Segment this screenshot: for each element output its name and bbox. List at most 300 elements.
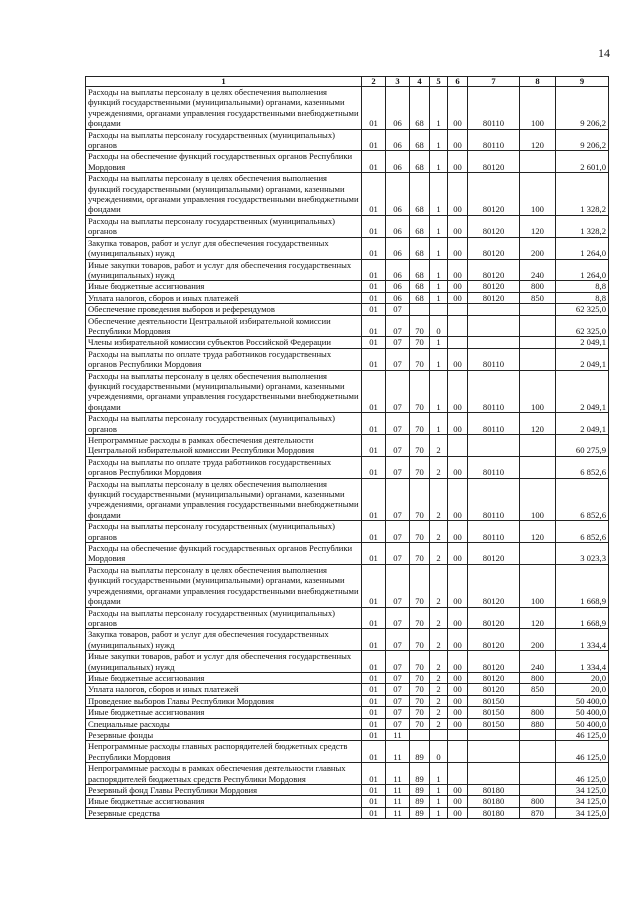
program-code: 70 [410,348,430,370]
row-name: Закупка товаров, работ и услуг для обеспечения государственных (муниципальных) нужд [86,629,362,651]
budget-table [85,76,609,819]
type-code: 120 [520,129,556,151]
header-col-4: 4 [410,77,430,87]
subsection-code: 07 [386,456,410,478]
row-name: Иные бюджетные ассигнования [86,707,362,718]
subprogram-code: 1 [430,807,448,818]
subsection-code: 07 [386,695,410,706]
type-code [520,785,556,796]
section-code: 01 [362,707,386,718]
type-code: 240 [520,259,556,281]
amount: 8,8 [556,292,609,303]
section-code: 01 [362,796,386,807]
header-col-3: 3 [386,77,410,87]
subprogram-code: 1 [430,215,448,237]
row-name: Расходы на выплаты по оплате труда работников государственных органов Республики Мордовия [86,456,362,478]
section-code: 01 [362,651,386,673]
row-name: Расходы на обеспечение функций государственных органов Республики Мордовия [86,151,362,173]
table-row [86,315,609,337]
type-code [520,763,556,785]
direction-code: 00 [448,215,468,237]
amount: 6 852,6 [556,521,609,543]
expense-code [468,304,520,315]
row-name: Уплата налогов, сборов и иных платежей [86,292,362,303]
direction-code: 00 [448,796,468,807]
expense-code: 80110 [468,413,520,435]
amount: 2 049,1 [556,348,609,370]
direction-code: 00 [448,707,468,718]
row-name: Расходы на выплаты персоналу в целях обеспечения выполнения функций государственными (муниципальными) органами, казенными учреждениями, органами управления государственными внебюджетными фондами [86,564,362,607]
expense-code: 80180 [468,785,520,796]
type-code [520,151,556,173]
expense-code [468,729,520,740]
table-row [86,763,609,785]
type-code: 800 [520,796,556,807]
direction-code [448,304,468,315]
amount: 46 125,0 [556,729,609,740]
section-code: 01 [362,456,386,478]
direction-code: 00 [448,478,468,521]
type-code [520,435,556,457]
table-row [86,651,609,673]
table-row [86,129,609,151]
section-code: 01 [362,607,386,629]
subprogram-code: 1 [430,337,448,348]
section-code: 01 [362,129,386,151]
section-code: 01 [362,629,386,651]
amount: 6 852,6 [556,456,609,478]
amount: 50 400,0 [556,707,609,718]
subprogram-code: 2 [430,564,448,607]
type-code [520,304,556,315]
table-row [86,337,609,348]
section-code: 01 [362,521,386,543]
subsection-code: 07 [386,718,410,729]
table-row [86,796,609,807]
header-col-5: 5 [430,77,448,87]
amount: 62 325,0 [556,304,609,315]
table-row [86,564,609,607]
section-code: 01 [362,413,386,435]
direction-code: 00 [448,129,468,151]
program-code: 70 [410,672,430,683]
section-code: 01 [362,281,386,292]
direction-code: 00 [448,521,468,543]
row-name: Расходы на выплаты персоналу в целях обеспечения выполнения функций государственными (муниципальными) органами, казенными учреждениями, органами управления государственными внебюджетными фондами [86,87,362,130]
subprogram-code: 2 [430,478,448,521]
section-code: 01 [362,237,386,259]
section-code: 01 [362,741,386,763]
amount: 1 328,2 [556,173,609,216]
subprogram-code: 1 [430,763,448,785]
expense-code: 80110 [468,370,520,413]
program-code: 70 [410,629,430,651]
type-code [520,456,556,478]
subsection-code: 11 [386,796,410,807]
header-col-6: 6 [448,77,468,87]
type-code: 120 [520,521,556,543]
subsection-code: 07 [386,413,410,435]
row-name: Иные закупки товаров, работ и услуг для обеспечения государственных (муниципальных) нужд [86,259,362,281]
subprogram-code: 2 [430,543,448,565]
subprogram-code: 0 [430,741,448,763]
subsection-code: 11 [386,785,410,796]
type-code [520,337,556,348]
row-name: Проведение выборов Главы Республики Мордовия [86,695,362,706]
row-name: Члены избирательной комиссии субъектов Российской Федерации [86,337,362,348]
subprogram-code: 1 [430,292,448,303]
expense-code: 80110 [468,456,520,478]
expense-code [468,741,520,763]
table-row [86,215,609,237]
row-name: Расходы на выплаты персоналу государственных (муниципальных) органов [86,607,362,629]
page-number: 14 [598,46,610,60]
program-code [410,304,430,315]
direction-code: 00 [448,672,468,683]
expense-code: 80120 [468,292,520,303]
table-row [86,785,609,796]
direction-code: 00 [448,370,468,413]
row-name: Иные бюджетные ассигнования [86,672,362,683]
row-name: Закупка товаров, работ и услуг для обеспечения государственных (муниципальных) нужд [86,237,362,259]
row-name: Непрограммные расходы в рамках обеспечения деятельности Центральной избирательной комиссии Республики Мордовия [86,435,362,457]
expense-code: 80150 [468,707,520,718]
direction-code: 00 [448,237,468,259]
program-code: 68 [410,215,430,237]
table-row [86,672,609,683]
type-code: 880 [520,718,556,729]
subsection-code: 06 [386,151,410,173]
row-name: Расходы на обеспечение функций государственных органов Республики Мордовия [86,543,362,565]
type-code [520,741,556,763]
subprogram-code: 1 [430,785,448,796]
program-code: 70 [410,337,430,348]
table-row [86,281,609,292]
expense-code: 80120 [468,684,520,695]
section-code: 01 [362,564,386,607]
subsection-code: 07 [386,521,410,543]
amount: 2 049,1 [556,370,609,413]
direction-code [448,435,468,457]
amount: 1 668,9 [556,564,609,607]
subsection-code: 07 [386,607,410,629]
row-name: Расходы на выплаты персоналу государственных (муниципальных) органов [86,413,362,435]
section-code: 01 [362,435,386,457]
direction-code: 00 [448,629,468,651]
subsection-code: 07 [386,564,410,607]
type-code: 800 [520,707,556,718]
subsection-code: 07 [386,370,410,413]
expense-code: 80120 [468,607,520,629]
amount: 9 206,2 [556,129,609,151]
type-code: 100 [520,478,556,521]
table-row [86,413,609,435]
direction-code: 00 [448,684,468,695]
expense-code: 80150 [468,695,520,706]
subprogram-code: 2 [430,456,448,478]
expense-code: 80110 [468,348,520,370]
subsection-code: 07 [386,651,410,673]
direction-code [448,741,468,763]
amount: 1 264,0 [556,259,609,281]
subsection-code: 06 [386,281,410,292]
subprogram-code: 1 [430,173,448,216]
type-code [520,348,556,370]
program-code: 70 [410,521,430,543]
direction-code: 00 [448,695,468,706]
type-code: 870 [520,807,556,818]
row-name: Расходы на выплаты персоналу в целях обеспечения выполнения функций государственными (муниципальными) органами, казенными учреждениями, органами управления государственными внебюджетными фондами [86,370,362,413]
program-code: 70 [410,695,430,706]
expense-code: 80180 [468,796,520,807]
section-code: 01 [362,173,386,216]
direction-code: 00 [448,281,468,292]
table-row [86,304,609,315]
section-code: 01 [362,684,386,695]
subsection-code: 06 [386,237,410,259]
type-code: 850 [520,292,556,303]
row-name: Расходы на выплаты персоналу государственных (муниципальных) органов [86,521,362,543]
table-row [86,151,609,173]
subsection-code: 11 [386,741,410,763]
program-code: 89 [410,741,430,763]
table-row [86,629,609,651]
section-code: 01 [362,151,386,173]
subsection-code: 07 [386,629,410,651]
expense-code [468,315,520,337]
amount: 1 264,0 [556,237,609,259]
subprogram-code: 1 [430,281,448,292]
direction-code: 00 [448,87,468,130]
amount: 46 125,0 [556,763,609,785]
table-body [86,87,609,819]
program-code [410,729,430,740]
amount: 1 668,9 [556,607,609,629]
direction-code: 00 [448,607,468,629]
direction-code: 00 [448,259,468,281]
subprogram-code: 1 [430,129,448,151]
table-header-row [86,77,609,87]
subprogram-code: 0 [430,315,448,337]
type-code: 100 [520,370,556,413]
row-name: Уплата налогов, сборов и иных платежей [86,684,362,695]
expense-code: 80120 [468,173,520,216]
row-name: Обеспечение деятельности Центральной избирательной комиссии Республики Мордовия [86,315,362,337]
amount: 50 400,0 [556,718,609,729]
program-code: 70 [410,543,430,565]
subsection-code: 11 [386,807,410,818]
expense-code: 80110 [468,478,520,521]
table-row [86,292,609,303]
subprogram-code: 2 [430,718,448,729]
program-code: 70 [410,370,430,413]
section-code: 01 [362,348,386,370]
section-code: 01 [362,785,386,796]
subsection-code: 07 [386,304,410,315]
direction-code: 00 [448,151,468,173]
program-code: 70 [410,718,430,729]
subsection-code: 07 [386,348,410,370]
header-col-7: 7 [468,77,520,87]
amount: 1 334,4 [556,629,609,651]
amount: 2 049,1 [556,413,609,435]
type-code: 850 [520,684,556,695]
subsection-code: 07 [386,478,410,521]
amount: 6 852,6 [556,478,609,521]
amount: 20,0 [556,684,609,695]
row-name: Иные бюджетные ассигнования [86,281,362,292]
row-name: Расходы на выплаты персоналу в целях обеспечения выполнения функций государственными (муниципальными) органами, казенными учреждениями, органами управления государственными внебюджетными фондами [86,478,362,521]
table-row [86,87,609,130]
row-name: Расходы на выплаты персоналу в целях обеспечения выполнения функций государственными (муниципальными) органами, казенными учреждениями, органами управления государственными внебюджетными фондами [86,173,362,216]
program-code: 70 [410,456,430,478]
subprogram-code: 2 [430,672,448,683]
expense-code: 80180 [468,807,520,818]
section-code: 01 [362,695,386,706]
section-code: 01 [362,718,386,729]
program-code: 68 [410,173,430,216]
table-row [86,259,609,281]
section-code: 01 [362,370,386,413]
table-row [86,173,609,216]
type-code: 800 [520,281,556,292]
expense-code: 80110 [468,129,520,151]
expense-code: 80120 [468,629,520,651]
subsection-code: 06 [386,87,410,130]
direction-code: 00 [448,456,468,478]
row-name: Расходы на выплаты персоналу государственных (муниципальных) органов [86,215,362,237]
header-col-9: 9 [556,77,609,87]
subsection-code: 06 [386,215,410,237]
expense-code: 80120 [468,672,520,683]
expense-code: 80110 [468,87,520,130]
section-code: 01 [362,215,386,237]
subsection-code: 06 [386,259,410,281]
expense-code [468,337,520,348]
type-code: 120 [520,215,556,237]
direction-code [448,337,468,348]
subsection-code: 07 [386,543,410,565]
type-code: 240 [520,651,556,673]
subprogram-code: 2 [430,695,448,706]
expense-code: 80120 [468,259,520,281]
program-code: 68 [410,237,430,259]
program-code: 68 [410,151,430,173]
subprogram-code: 1 [430,151,448,173]
direction-code: 00 [448,292,468,303]
row-name: Иные бюджетные ассигнования [86,796,362,807]
subsection-code: 07 [386,337,410,348]
amount: 9 206,2 [556,87,609,130]
table-row [86,543,609,565]
row-name: Непрограммные расходы главных распорядителей бюджетных средств Республики Мордовия [86,741,362,763]
subprogram-code: 1 [430,87,448,130]
section-code: 01 [362,543,386,565]
row-name: Обеспечение проведения выборов и референдумов [86,304,362,315]
subprogram-code: 1 [430,237,448,259]
row-name: Резервный фонд Главы Республики Мордовия [86,785,362,796]
subsection-code: 07 [386,315,410,337]
amount: 50 400,0 [556,695,609,706]
expense-code: 80120 [468,151,520,173]
subprogram-code: 1 [430,413,448,435]
type-code [520,729,556,740]
type-code: 200 [520,237,556,259]
type-code: 800 [520,672,556,683]
header-col-2: 2 [362,77,386,87]
amount: 1 328,2 [556,215,609,237]
type-code: 100 [520,87,556,130]
amount: 34 125,0 [556,796,609,807]
amount: 46 125,0 [556,741,609,763]
amount: 62 325,0 [556,315,609,337]
expense-code: 80150 [468,718,520,729]
table-row [86,237,609,259]
type-code: 120 [520,413,556,435]
section-code: 01 [362,672,386,683]
section-code: 01 [362,259,386,281]
table-row [86,348,609,370]
expense-code: 80120 [468,281,520,292]
subprogram-code: 1 [430,348,448,370]
program-code: 89 [410,785,430,796]
program-code: 68 [410,129,430,151]
type-code: 200 [520,629,556,651]
program-code: 68 [410,281,430,292]
type-code: 100 [520,173,556,216]
direction-code: 00 [448,651,468,673]
program-code: 68 [410,87,430,130]
program-code: 70 [410,315,430,337]
table-row [86,741,609,763]
row-name: Непрограммные расходы в рамках обеспечения деятельности главных распорядителей бюджетных средств Республики Мордовия [86,763,362,785]
program-code: 70 [410,435,430,457]
amount: 1 334,4 [556,651,609,673]
row-name: Расходы на выплаты персоналу государственных (муниципальных) органов [86,129,362,151]
section-code: 01 [362,337,386,348]
subprogram-code: 2 [430,684,448,695]
expense-code: 80120 [468,237,520,259]
subprogram-code: 1 [430,370,448,413]
subprogram-code: 2 [430,607,448,629]
section-code: 01 [362,729,386,740]
program-code: 89 [410,807,430,818]
amount: 20,0 [556,672,609,683]
subprogram-code: 2 [430,435,448,457]
subsection-code: 07 [386,684,410,695]
direction-code: 00 [448,718,468,729]
row-name: Специальные расходы [86,718,362,729]
expense-code [468,763,520,785]
type-code [520,315,556,337]
subprogram-code [430,729,448,740]
direction-code [448,315,468,337]
subprogram-code: 2 [430,707,448,718]
program-code: 70 [410,607,430,629]
amount: 8,8 [556,281,609,292]
subprogram-code: 2 [430,629,448,651]
section-code: 01 [362,807,386,818]
type-code: 100 [520,564,556,607]
section-code: 01 [362,304,386,315]
table-row [86,807,609,818]
subprogram-code [430,304,448,315]
table-row [86,718,609,729]
table-row [86,729,609,740]
subprogram-code: 1 [430,259,448,281]
row-name: Иные закупки товаров, работ и услуг для обеспечения государственных (муниципальных) нужд [86,651,362,673]
expense-code: 80120 [468,651,520,673]
